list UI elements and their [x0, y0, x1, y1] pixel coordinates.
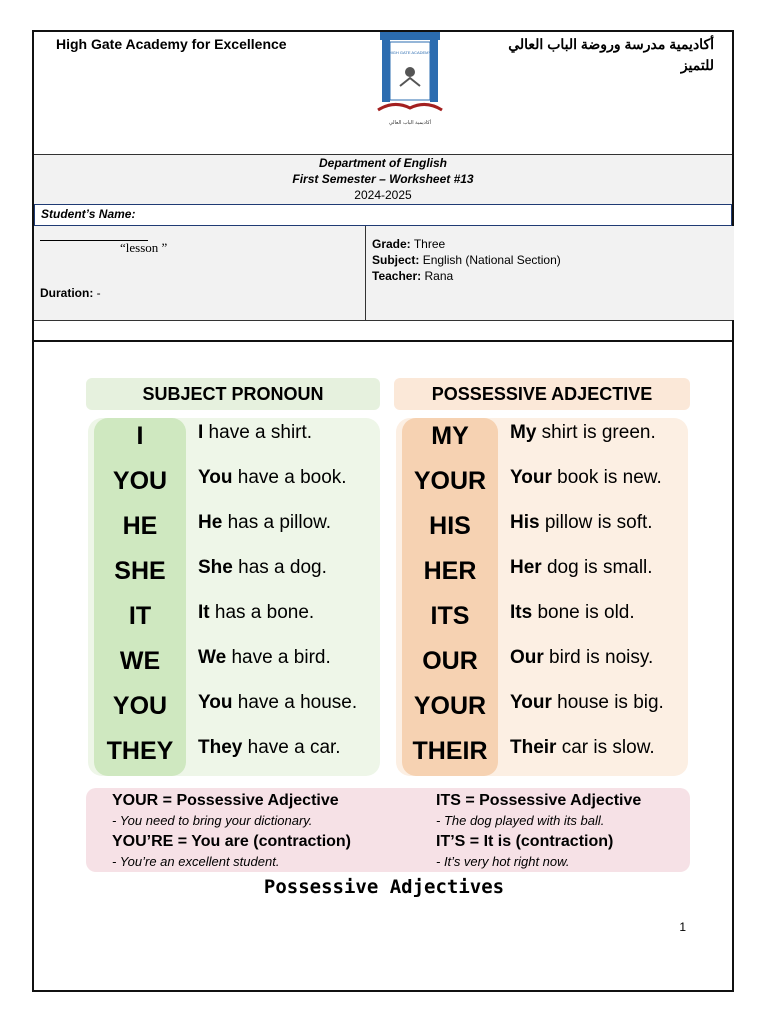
- sentence-possessive: Its: [510, 602, 533, 623]
- svg-text:أكاديمية الباب العالي: أكاديمية الباب العالي: [388, 120, 432, 126]
- subject-sentence-7: [198, 737, 388, 759]
- sentence-rest: have a bird.: [226, 647, 331, 668]
- sentence-rest: bird is noisy.: [543, 647, 654, 668]
- school-header: [34, 32, 732, 155]
- department-title: Department of English: [318, 156, 447, 170]
- sentence-possessive: His: [510, 512, 540, 533]
- sentence-possessive: Our: [510, 647, 544, 668]
- sentence-rest: has a dog.: [232, 557, 327, 578]
- subject-sentence-0: [198, 422, 388, 444]
- its-example: - The dog played with its ball.: [436, 813, 605, 828]
- subject-label: Subject:: [372, 253, 420, 267]
- grade-value: Three: [413, 237, 446, 251]
- sentence-rest: shirt is green.: [536, 422, 656, 443]
- sentence-rest: dog is small.: [541, 557, 653, 578]
- subject-pronoun-7: THEY: [106, 737, 174, 765]
- sentence-pronoun: We: [198, 647, 227, 668]
- sentence-rest: bone is old.: [532, 602, 635, 623]
- sentence-rest: have a car.: [242, 737, 341, 758]
- school-name-ar: أكاديمية مدرسة وروضة الباب العالي للتميز: [508, 36, 714, 73]
- grade-label: Grade:: [372, 237, 411, 251]
- subject-pronoun-header: SUBJECT PRONOUN: [86, 378, 380, 410]
- possessive-adjective-2: HIS: [429, 512, 471, 540]
- lesson-title: “lesson ”: [120, 240, 168, 255]
- subject-pronoun-5: WE: [119, 647, 161, 675]
- possessive-adjective-5: OUR: [422, 647, 478, 675]
- sentence-pronoun: It: [198, 602, 210, 623]
- subject-pronoun-4: IT: [128, 602, 152, 630]
- subject-pronoun-0: I: [136, 422, 144, 450]
- possessive-sentence-5: [510, 647, 690, 669]
- subject-pronoun-1: YOU: [112, 467, 168, 495]
- possessive-adjective-6: YOUR: [413, 692, 487, 720]
- possessive-adjective-4: ITS: [430, 602, 470, 630]
- subject-sentence-1: [198, 467, 388, 489]
- possessive-adjective-1: YOUR: [413, 467, 487, 495]
- subject-pronoun-6: YOU: [112, 692, 168, 720]
- sentence-possessive: Your: [510, 692, 552, 713]
- sentence-rest: have a book.: [232, 467, 347, 488]
- duration-value: -: [96, 286, 101, 300]
- sentence-possessive: Her: [510, 557, 542, 578]
- subject-pronoun-3: SHE: [114, 557, 166, 585]
- sentence-pronoun: You: [198, 692, 233, 713]
- sentence-pronoun: She: [198, 557, 233, 578]
- possessive-sentence-6: [510, 692, 690, 714]
- school-name-en: High Gate Academy for Excellence: [56, 36, 287, 52]
- sentence-rest: car is slow.: [556, 737, 655, 758]
- possessive-sentence-3: [510, 557, 690, 579]
- subject-sentence-3: [198, 557, 388, 579]
- sentence-rest: has a bone.: [209, 602, 315, 623]
- sentence-rest: have a shirt.: [203, 422, 313, 443]
- subject-pronoun-2: HE: [122, 512, 158, 540]
- divider-row: [34, 320, 732, 342]
- pronoun-chart: [86, 378, 690, 778]
- sentence-pronoun: You: [198, 467, 233, 488]
- duration-label: Duration:: [40, 286, 94, 300]
- your-title: YOUR = Possessive Adjective: [112, 792, 339, 809]
- possessive-sentence-2: [510, 512, 690, 534]
- sentence-rest: house is big.: [551, 692, 664, 713]
- possessive-adjective-0: MY: [431, 422, 469, 450]
- possessive-adjective-7: THEIR: [412, 737, 488, 765]
- possessive-adjective-3: HER: [423, 557, 477, 585]
- chart-caption: Possessive Adjectives: [263, 876, 505, 898]
- youre-title: YOU’RE = You are (contraction): [112, 833, 352, 850]
- sentence-rest: book is new.: [551, 467, 662, 488]
- youre-example: - You’re an excellent student.: [112, 854, 280, 869]
- sentence-pronoun: I: [198, 422, 204, 443]
- possessive-sentence-1: [510, 467, 690, 489]
- school-logo: [374, 28, 446, 128]
- svg-text:HIGH GATE ACADEMY: HIGH GATE ACADEMY: [388, 50, 432, 55]
- itsc-example: - It’s very hot right now.: [436, 854, 570, 869]
- sentence-possessive: Your: [510, 467, 552, 488]
- subject-value: English (National Section): [422, 253, 561, 267]
- sentence-possessive: Their: [510, 737, 557, 758]
- subject-sentence-5: [198, 647, 388, 669]
- academic-year: 2024-2025: [354, 188, 412, 202]
- duration-line: [40, 286, 101, 300]
- sentence-pronoun: They: [198, 737, 243, 758]
- teacher-label: Teacher:: [372, 269, 422, 283]
- sentence-rest: has a pillow.: [222, 512, 332, 533]
- student-name-label: Student’s Name:: [41, 207, 136, 221]
- lesson-info: [34, 226, 366, 320]
- sentence-rest: have a house.: [232, 692, 358, 713]
- class-info: [366, 226, 734, 320]
- possessive-adjective-header: POSSESSIVE ADJECTIVE: [394, 378, 690, 410]
- possessive-sentence-7: [510, 737, 690, 759]
- subject-sentence-2: [198, 512, 388, 534]
- notes-box: [86, 788, 690, 872]
- department-block: [34, 155, 732, 205]
- itsc-title: IT’S = It is (contraction): [436, 833, 614, 850]
- sentence-pronoun: He: [198, 512, 223, 533]
- possessive-sentence-0: [510, 422, 690, 444]
- possessive-sentence-4: [510, 602, 690, 624]
- sentence-rest: pillow is soft.: [539, 512, 653, 533]
- subject-sentence-4: [198, 602, 388, 624]
- page-number: 1: [679, 920, 686, 934]
- semester-title: First Semester – Worksheet #13: [292, 172, 474, 186]
- teacher-value: Rana: [424, 269, 454, 283]
- your-example: - You need to bring your dictionary.: [112, 813, 313, 828]
- subject-sentence-6: [198, 692, 388, 714]
- sentence-possessive: My: [510, 422, 537, 443]
- student-name-field[interactable]: [34, 204, 732, 226]
- its-title: ITS = Possessive Adjective: [436, 792, 642, 809]
